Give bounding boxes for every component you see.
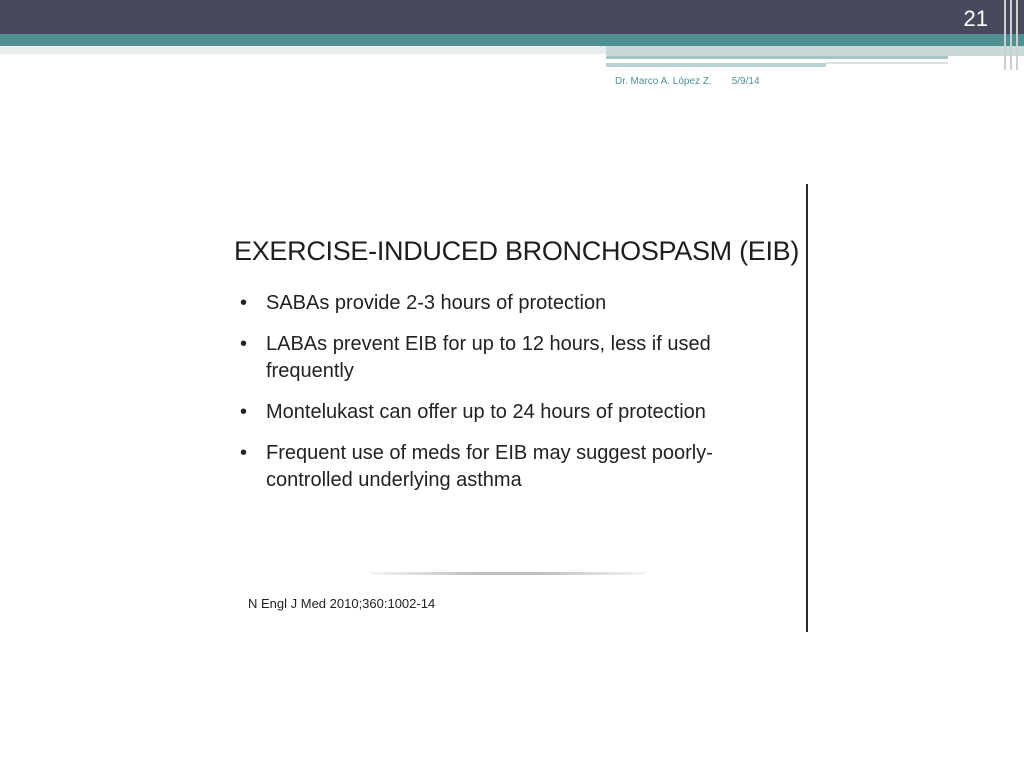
citation-reference: N Engl J Med 2010;360:1002-14 [248,596,436,611]
content-title: EXERCISE-INDUCED BRONCHOSPASM (EIB) [234,236,800,266]
header-stripe [606,56,948,59]
header-edge-rule [1016,0,1018,70]
bullet-item: • Montelukast can offer up to 24 hours of protection [234,399,734,426]
slide-footer [615,76,760,87]
header-edge-rule [1010,0,1012,70]
slide-number: 21 [963,6,988,31]
footer-author: Dr. Marco A. López Z. [615,76,712,87]
image-right-border [806,184,808,632]
bullet-item: • LABAs prevent EIB for up to 12 hours, less if used frequently [234,331,734,385]
header-edge-rule [1004,0,1006,70]
footer-date: 5/9/14 [731,76,760,87]
header-stripe [606,63,826,67]
header-accent-band [0,34,1024,46]
bullet-list [234,290,734,508]
header-stripe [826,62,948,64]
header-light-band-left [0,46,606,54]
header-bar [0,0,1024,34]
bullet-item: • Frequent use of meds for EIB may suggest poorly-controlled underlying asthma [234,440,734,494]
slide-content-image [222,184,808,632]
bullet-item: • SABAs provide 2-3 hours of protection [234,290,734,317]
reference-divider [370,572,646,575]
header-light-band-right [606,46,1024,56]
